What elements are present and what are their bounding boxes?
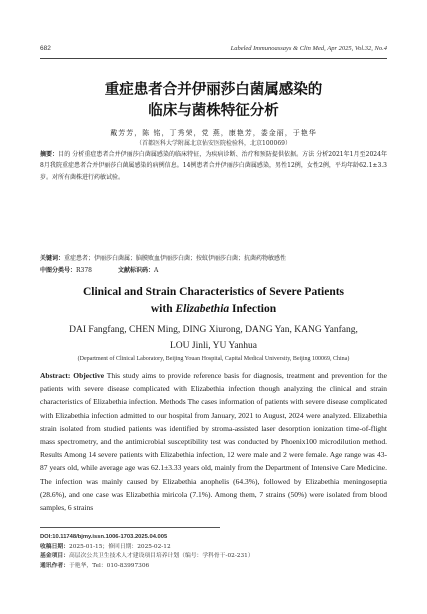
- fund-info: [40, 552, 387, 562]
- fund-label: 基金项目：: [40, 553, 69, 560]
- journal-citation: Labeled Immunoassays & Clin Med, Apr 2025, Vol.32, No.4: [230, 45, 387, 52]
- authors-english: [40, 322, 387, 354]
- abstract-chinese-text: 目的 分析重症患者合并伊丽莎白菌属感染的临床特征，为疾病诊断、治疗和预防提供依据。方法 分析2021年1月至2024年8月我院重症患者合并伊丽莎白菌属感染的病例信息。14例患者合并伊丽莎白菌属感染，男性12例，女性2例，平均年龄62.1±3.3岁。对所有菌株进行药敏试验。: [40, 151, 387, 181]
- abstract-english-text: This study aims to provide reference basis for diagnosis, treatment and prevention for the patients with severe disease complicated with Elizabethia infection though analyzing the clinical and strain characteristics of Elizabethia infection. Methods The cases information of patients with severe disease complicated with Elizabethia infection admitted to our hospital from January, 2021 to August, 2024 were analyzed. Elizabethia strain isolated from studied patients was identified by stroma-assisted laser desorption ionization time-of-flight mass spectrometry, and the antimicrobial susceptibility test was conducted by Phoenix100 microdilution method. Results Among 14 severe patients with Elizabethia infection, 12 were male and 2 were female. Age range was 43-87 years old, while average age was 62.1±3.33 years old, mainly from the Department of Intensive Care Medicine. The infection was mainly caused by Elizabethia anophelis (64.3%), followed by Elizabethia meningoseptia (28.6%), and one case was Elizabethia miricola (7.1%). Among them, 7 strains (50%) were isolated from blood samples, 6 strains: [40, 371, 387, 513]
- fund-value: 高层次公共卫生技术人才建设项目培养计划（编号：学科骨干-02-231）: [69, 553, 254, 560]
- title-english: [40, 284, 387, 318]
- corr-label: 通讯作者：: [40, 562, 69, 569]
- title-english-line2: [40, 301, 387, 318]
- keywords-chinese-text: 重症患者；伊丽莎白菌属；脑膜败血伊丽莎白菌；按蚊伊丽莎白菌；抗菌药物敏感性: [64, 255, 287, 262]
- abstract-chinese: [40, 149, 387, 249]
- keywords-chinese: [40, 253, 387, 264]
- corr-value: 于艳华，Tel：010-83997306: [69, 562, 150, 569]
- doc-code-value: A: [154, 267, 159, 274]
- running-header: [40, 45, 387, 57]
- abstract-english: [40, 369, 387, 522]
- doi: DOI:10.11748/bjmy.issn.1006-1703.2025.04.005: [40, 534, 168, 540]
- title-chinese-line2: 临床与菌株特征分析: [148, 103, 279, 119]
- title-chinese: [40, 80, 387, 122]
- title-chinese-line1: 重症患者合并伊丽莎白菌属感染的: [104, 82, 323, 98]
- title-english-line2-prefix: with: [150, 303, 176, 315]
- title-english-genus: Elizabethia: [175, 303, 230, 315]
- classification-chinese: [40, 265, 387, 276]
- authors-english-line2: LOU Jinli, YU Yanhua: [170, 341, 257, 351]
- affiliation-english: (Department of Clinical Laboratory, Beijing Youan Hospital, Capital Medical University, Beijing 100069, China): [77, 356, 350, 362]
- page-number: 682: [40, 45, 51, 52]
- authors-english-line1: DAI Fangfang, CHEN Ming, DING Xiurong, DANG Yan, KANG Yanfang,: [69, 325, 358, 335]
- received-dates: [40, 543, 387, 553]
- footnote-rule: [40, 527, 220, 528]
- title-english-line2-suffix: Infection: [229, 303, 277, 315]
- received-value: 2025-01-15；修回日期：2025-02-12: [69, 543, 171, 550]
- clc-label: 中图分类号：: [40, 267, 77, 274]
- header-rule: [40, 58, 387, 59]
- title-english-line1: Clinical and Strain Characteristics of Severe Patients: [82, 286, 345, 298]
- abstract-chinese-label: 摘要：: [40, 151, 59, 158]
- received-label: 收稿日期：: [40, 543, 69, 550]
- affiliation-chinese: （首都医科大学附属北京佑安医院检验科，北京100069）: [136, 140, 291, 147]
- doc-code-label: 文献标识码：: [118, 267, 155, 274]
- authors-chinese: 戴芳芳，陈 铭，丁秀荣，党 燕，康艳芳，娄金丽，于艳华: [110, 129, 317, 137]
- corresponding-author: [40, 562, 387, 572]
- clc-value: R378: [76, 267, 92, 274]
- abstract-english-label: Abstract: Objective: [40, 371, 105, 380]
- keywords-chinese-label: 关键词：: [40, 255, 65, 262]
- footnotes: [40, 533, 387, 571]
